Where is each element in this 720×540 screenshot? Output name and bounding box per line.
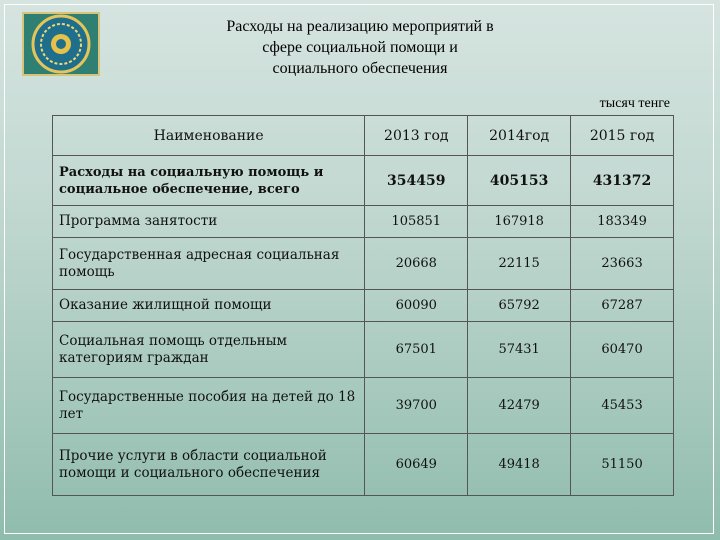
table-row <box>53 322 674 378</box>
header-name: Наименование <box>53 116 365 156</box>
value-2015: 45453 <box>571 378 674 434</box>
table-row <box>53 290 674 322</box>
header-2015: 2015 год <box>571 116 674 156</box>
value-2015: 51150 <box>571 434 674 496</box>
value-2015: 60470 <box>571 322 674 378</box>
table-row <box>53 238 674 290</box>
value-2013: 60090 <box>365 290 468 322</box>
row-name: Прочие услуги в области социальной помощи и социального обеспечения <box>53 434 365 496</box>
row-name: Оказание жилищной помощи <box>53 290 365 322</box>
value-2015: 67287 <box>571 290 674 322</box>
table-header-row <box>53 116 674 156</box>
value-2013: 105851 <box>365 206 468 238</box>
table-row <box>53 434 674 496</box>
value-2014: 167918 <box>468 206 571 238</box>
value-2014: 405153 <box>468 156 571 206</box>
unit-label: тысяч тенге <box>599 96 670 111</box>
row-name: Государственные пособия на детей до 18 лет <box>53 378 365 434</box>
value-2013: 20668 <box>365 238 468 290</box>
value-2014: 65792 <box>468 290 571 322</box>
title-line: социального обеспечения <box>272 60 448 77</box>
value-2014: 22115 <box>468 238 571 290</box>
table-row <box>53 206 674 238</box>
table-row <box>53 378 674 434</box>
row-name: Программа занятости <box>53 206 365 238</box>
row-name: Государственная адресная социальная помощь <box>53 238 365 290</box>
row-name: Социальная помощь отдельным категориям граждан <box>53 322 365 378</box>
value-2015: 431372 <box>571 156 674 206</box>
value-2015: 183349 <box>571 206 674 238</box>
value-2013: 60649 <box>365 434 468 496</box>
header-2013: 2013 год <box>365 116 468 156</box>
header-2014: 2014год <box>468 116 571 156</box>
value-2014: 42479 <box>468 378 571 434</box>
table-row <box>53 156 674 206</box>
slide-title <box>160 16 560 79</box>
value-2014: 57431 <box>468 322 571 378</box>
expenses-table <box>52 115 674 496</box>
value-2015: 23663 <box>571 238 674 290</box>
row-name: Расходы на социальную помощь и социальное обеспечение, всего <box>53 156 365 206</box>
kazakhstan-emblem-icon <box>22 12 100 76</box>
title-line: сфере социальной помощи и <box>262 39 458 56</box>
title-line: Расходы на реализацию мероприятий в <box>226 18 494 35</box>
value-2013: 67501 <box>365 322 468 378</box>
value-2013: 354459 <box>365 156 468 206</box>
value-2014: 49418 <box>468 434 571 496</box>
value-2013: 39700 <box>365 378 468 434</box>
